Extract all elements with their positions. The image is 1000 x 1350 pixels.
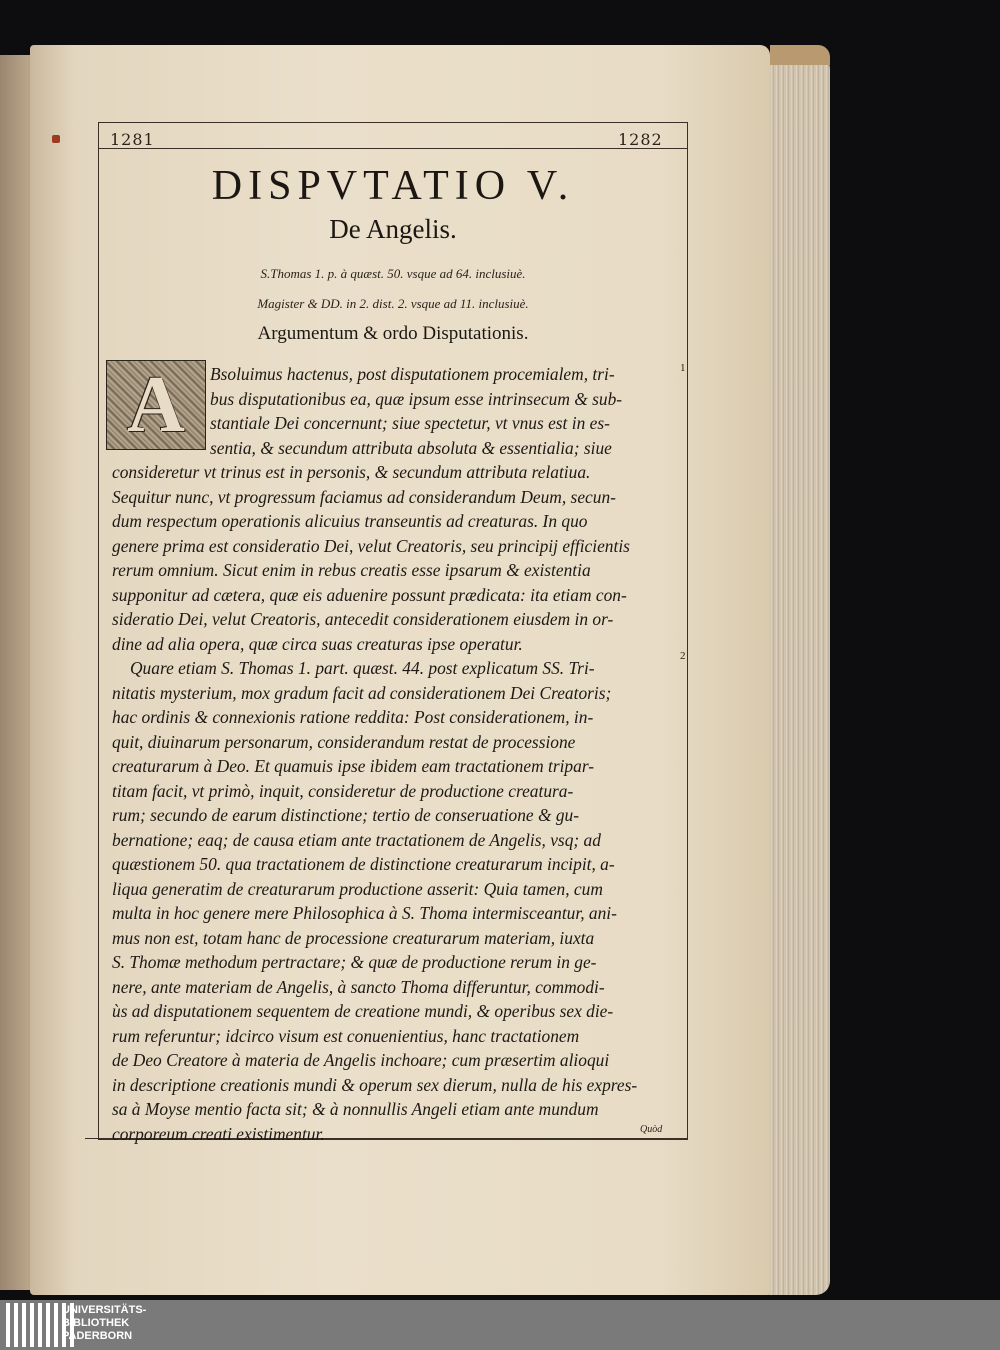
text-line: de Deo Creatore à materia de Angelis inchoare; cum præsertim alioqui (112, 1050, 610, 1070)
text-line: quit, diuinarum personarum, considerandum restat de processione (112, 731, 576, 752)
initial-letter: A (127, 361, 185, 449)
page-title: DISPVTATIO V. (211, 163, 575, 209)
text-line: S. Thomæ methodum pertractare; & quæ de productione rerum in ge- (112, 952, 597, 972)
text-line: dum respectum operationis alicuius transeuntis ad creaturas. In quo (112, 511, 588, 531)
text-line: quæstionem 50. qua tractationem de distinctione creaturarum incipit, a- (112, 854, 615, 874)
page-subtitle: De Angelis. (329, 214, 457, 244)
logo-line-3: PADERBORN (62, 1330, 133, 1342)
text-line: in descriptione creationis mundi & operum sex dierum, nulla de his expres- (112, 1074, 638, 1095)
logo-line-1: UNIVERSITÄTS- (62, 1304, 147, 1316)
header-rule (98, 148, 688, 149)
text-line: stantiale Dei concernunt; siue spectetur, vt vnus est in es- (210, 413, 610, 433)
text-line: dine ad alia opera, quæ circa suas creaturas ipse operatur. (112, 633, 523, 654)
text-line: multa in hoc genere mere Philosophica à S. Thoma intermisceantur, ani- (112, 903, 617, 923)
margin-number-1: 1 (680, 362, 686, 374)
text-line: rerum omnium. Sicut enim in rebus creatis esse ipsarum & existentia (112, 560, 591, 580)
page-block-edge (760, 55, 830, 1295)
text-line: sideratio Dei, velut Creatoris, antecedit considerationem eiusdem in or- (112, 609, 614, 629)
logo-line-2: BIBLIOTHEK (62, 1317, 130, 1329)
text-line: supponitur ad cætera, quæ eis aduenire possunt prædicata: ita etiam con- (112, 584, 627, 605)
reference-line-1: S.Thomas 1. p. à quæst. 50. vsque ad 64. inclusiuè. (260, 266, 526, 281)
text-line: nitatis mysterium, mox gradum facit ad considerationem Dei Creatoris; (112, 682, 612, 703)
text-line: sentia, & secundum attributa absoluta & essentialia; siue (210, 437, 612, 458)
margin-number-2: 2 (680, 650, 686, 662)
text-line: Sequitur nunc, vt progressum faciamus ad considerandum Deum, secun- (112, 486, 616, 507)
text-line: mus non est, totam hanc de processione creaturarum materiam, iuxta (112, 927, 595, 948)
text-line: corporeum creati existimentur. (112, 1123, 325, 1144)
text-line: Bsoluimus hactenus, post disputationem procemialem, tri- (210, 364, 615, 384)
text-line: hac ordinis & connexionis ratione reddita: Post considerationem, in- (112, 707, 594, 727)
text-line: creaturarum à Deo. Et quamuis ipse ibidem eam tractationem tripar- (112, 756, 595, 776)
text-line: consideretur vt trinus est in personis, & secundum attributa relatiua. (112, 462, 591, 482)
reference-line-2: Magister & DD. in 2. dist. 2. vsque ad 11. inclusiuè. (257, 296, 529, 311)
page-number-left: 1281 (110, 130, 155, 149)
footer-bar (0, 1300, 1000, 1350)
catchword: Quòd (640, 1124, 663, 1135)
page-block-top (770, 45, 830, 65)
text-line: bernatione; eaq; de causa etiam ante tractationem de Angelis, vsq; ad (112, 829, 601, 850)
body-text (112, 362, 672, 1146)
text-line: rum; secundo de earum distinctione; tertio de conseruatione & gu- (112, 805, 580, 825)
text-line: liqua generatim de creaturarum productione asserit: Quia tamen, cum (112, 878, 603, 899)
text-line: nere, ante materiam de Angelis, à sancto Thoma differuntur, commodi- (112, 976, 605, 997)
page-number-right: 1282 (618, 130, 663, 149)
text-line: ùs ad disputationem sequentem de creatione mundi, & operibus sex die- (112, 1001, 614, 1021)
library-logo-text (62, 1304, 146, 1343)
text-line: bus disputationibus ea, quæ ipsum esse intrinsecum & sub- (210, 388, 623, 409)
bookmark-mark (52, 135, 60, 143)
argument-heading: Argumentum & ordo Disputationis. (257, 323, 529, 344)
text-line: genere prima est consideratio Dei, velut Creatoris, seu principij efficientis (112, 535, 630, 556)
text-line: Quare etiam S. Thomas 1. part. quæst. 44. post explicatum SS. Tri- (130, 658, 595, 678)
text-line: titam facit, vt primò, inquit, consideretur de productione creatura- (112, 780, 574, 801)
text-line: sa à Moyse mentio facta sit; & à nonnullis Angeli etiam ante mundum (112, 1099, 599, 1119)
text-line: rum referuntur; idcirco visum est conuenientius, hanc tractationem (112, 1025, 580, 1046)
